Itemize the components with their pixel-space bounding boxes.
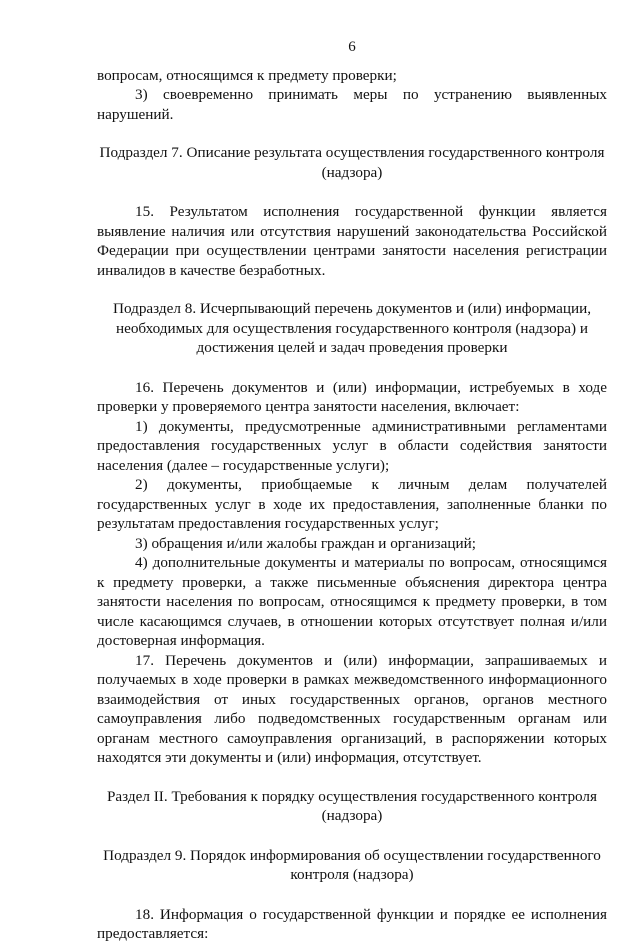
- paragraph-16-item-3: 3) обращения и/или жалобы граждан и организаций;: [135, 534, 476, 552]
- heading-subsection-9: Подраздел 9. Порядок информирования об осуществлении государственного контроля (надзора): [103, 846, 601, 883]
- paragraph-18: 18. Информация о государственной функции и порядке ее исполнения предоставляется:: [97, 905, 607, 942]
- paragraph-16-item-2: 2) документы, приобщаемые к личным делам получателей государственных услуг в ходе их предоставления, заполненные бланки по результатам предоставления государственных услуг;: [97, 476, 607, 532]
- document-page: [97, 38, 607, 944]
- paragraph-item-3: 3) своевременно принимать меры по устранению выявленных нарушений.: [97, 86, 607, 123]
- heading-section-2: Раздел II. Требования к порядку осуществления государственного контроля (надзора): [106, 787, 597, 824]
- paragraph-continuation: вопросам, относящимся к предмету проверки;: [97, 66, 397, 84]
- heading-subsection-8: Подраздел 8. Исчерпывающий перечень документов и (или) информации, необходимых для осуществления государственного контроля (надзора) и достижения целей и задач проведения проверки: [112, 300, 592, 356]
- page-number: 6: [348, 39, 356, 55]
- paragraph-16: 16. Перечень документов и (или) информации, истребуемых в ходе проверки у проверяемого центра занятости населения, включает:: [97, 378, 607, 415]
- paragraph-17: 17. Перечень документов и (или) информации, запрашиваемых и получаемых в ходе проверки в рамках межведомственного информационного взаимодействия от иных государственных органов, органов местного самоуправления либо подведомственных государственным органам или органам местного самоуправления организаций, в распоряжении которых находятся эти документы и (или) информация, отсутствует.: [97, 651, 607, 766]
- paragraph-15: 15. Результатом исполнения государственной функции является выявление наличия или отсутствия нарушений законодательства Российской Федерации при осуществлении центрами занятости населения регистрации инвалидов в качестве безработных.: [97, 203, 607, 279]
- heading-subsection-7: Подраздел 7. Описание результата осуществления государственного контроля (надзора): [99, 144, 605, 181]
- paragraph-16-item-1: 1) документы, предусмотренные административными регламентами предоставления государственных услуг в области содействия занятости населения (далее – государственные услуги);: [97, 417, 607, 474]
- paragraph-16-item-4: 4) дополнительные документы и материалы по вопросам, относящимся к предмету проверки, а также письменные объяснения директора центра занятости населения по вопросам, относящимся к предмету проверки, в том числе касающимся случаев, в отношении которых отсутствует полная и/или достоверная информация.: [97, 554, 607, 649]
